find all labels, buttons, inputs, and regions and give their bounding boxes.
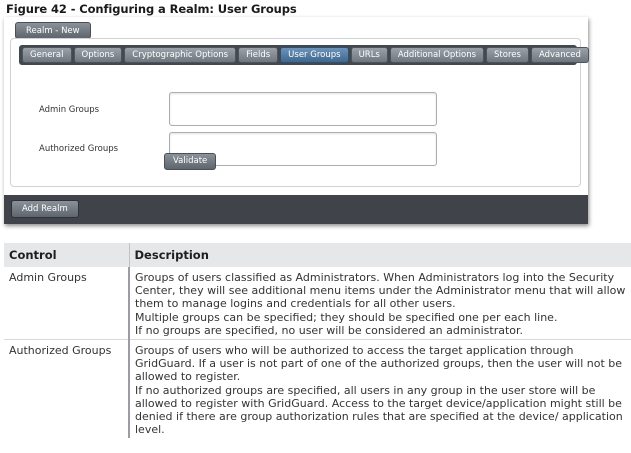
tab-general[interactable]: General [22,47,72,63]
description-cell [129,267,631,340]
table-header-row [4,243,631,267]
footer-bar [4,195,588,224]
description-line: If no groups are specified, no user will be considered an administrator. [135,323,524,337]
control-cell: Authorized Groups [4,340,129,439]
tab-stores[interactable]: Stores [486,47,529,63]
control-description-table [4,243,631,438]
validate-button[interactable]: Validate [164,153,216,170]
authorized-groups-label: Authorized Groups [39,144,119,154]
tab-additional-options[interactable]: Additional Options [390,47,484,63]
table-row [4,267,631,340]
header-control: Control [4,243,129,267]
admin-groups-label: Admin Groups [39,105,100,115]
control-cell: Admin Groups [4,267,129,340]
tab-fields[interactable]: Fields [238,47,278,63]
description-line: Multiple groups can be specified; they should be specified one per each line. [135,310,558,324]
tab-bar [19,45,581,65]
realm-new-button[interactable]: Realm - New [15,22,91,39]
tab-user-groups[interactable]: User Groups [280,47,348,63]
tab-options[interactable]: Options [74,47,123,63]
description-line: Groups of users who will be authorized to access the target application through GridGuard. If a user is not part of one of the authorized groups, then the user will not be allowed to register. [135,344,623,384]
tab-cryptographic-options[interactable]: Cryptographic Options [124,47,236,63]
description-line: If no authorized groups are specified, all users in any group in the user store will be allowed to register with GridGuard. Access to the target device/application might still be denied if there are group authorization rules that are specified at the device/ application level. [135,383,623,437]
description-line: Groups of users classified as Administrators. When Administrators log into the Security Center, they will see additional menu items under the Administrator menu that will allow them to manage logins and credentials for all other users. [135,271,626,311]
tab-advanced[interactable]: Advanced [531,47,589,63]
description-cell [129,340,631,439]
tab-urls[interactable]: URLs [351,47,388,63]
realm-panel [10,38,581,187]
realm-config-screenshot [4,17,588,224]
table-row [4,340,631,439]
figure-caption: Figure 42 - Configuring a Realm: User Groups [6,2,297,16]
admin-groups-field[interactable] [169,92,437,126]
add-realm-button[interactable]: Add Realm [11,200,79,218]
header-description: Description [129,243,631,267]
